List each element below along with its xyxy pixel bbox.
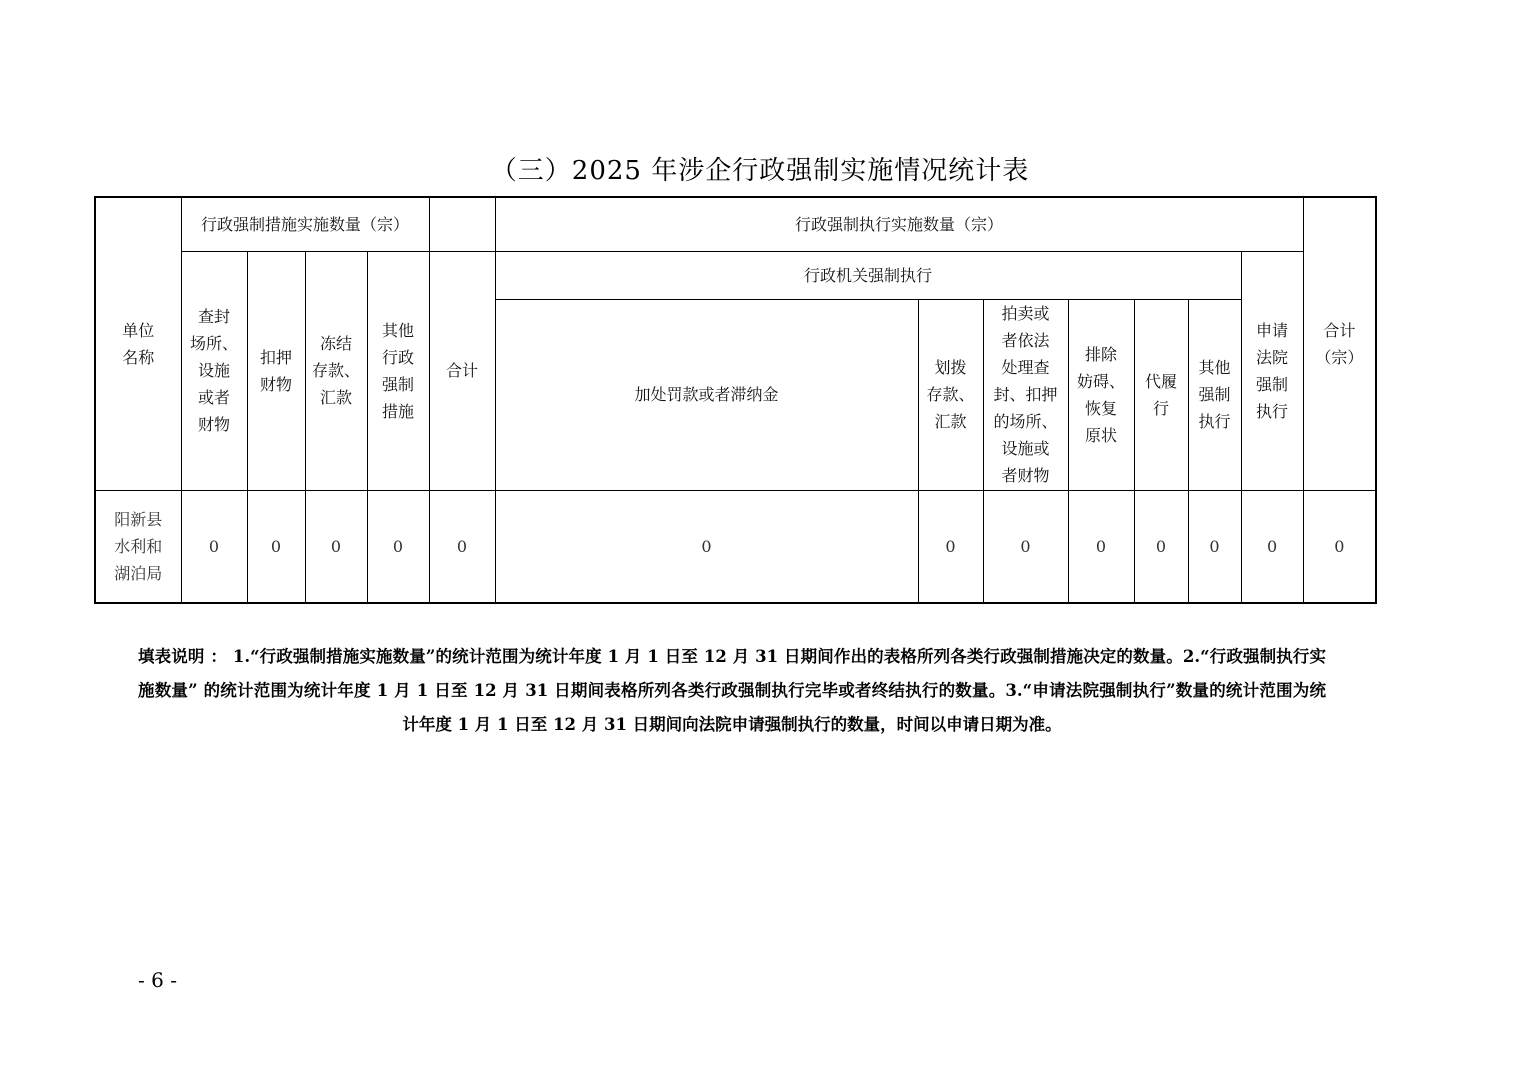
header-agency-remove: 排除 妨碍、 恢复 原状 [1068, 299, 1134, 490]
table-cell: 0 [1241, 490, 1303, 603]
table-cell: 0 [181, 490, 247, 603]
header-blank-cell [429, 197, 495, 251]
document-title: （三）2025 年涉企行政强制实施情况统计表 [490, 156, 1030, 186]
header-measures-group: 行政强制措施实施数量（宗） [181, 197, 429, 251]
header-execution-group: 行政强制执行实施数量（宗） [495, 197, 1303, 251]
header-agency-transfer: 划拨 存款、 汇款 [918, 299, 983, 490]
header-measure-seal: 查封 场所、 设施 或者 财物 [181, 251, 247, 490]
header-measures-total: 合计 [429, 251, 495, 490]
header-agency-substitute: 代履 行 [1134, 299, 1188, 490]
table-note: 填表说明 ： 1.“行政强制措施实施数量”的统计范围为统计年度 1 月 1 日至 12 月 31 日期间作出的表格所列各类行政强制措施决定的数量。2.“行政强制执行实施数量” 的统计范围为统计年度 1 月 1 日至 12 月 31 日期间表格所列各类行政强制执行完毕或者终结执行的数量。3.“申请法院强制执行”数量的统计范围为统计年度 1 月 1 日至 12 月 31 日期间向法院申请强制执行的数量，时间以申请日期为准。 [138, 647, 1326, 734]
table-cell: 0 [305, 490, 367, 603]
header-agency-group: 行政机关强制执行 [495, 251, 1241, 299]
table-cell: 0 [1303, 490, 1376, 603]
table-cell: 0 [495, 490, 918, 603]
table-cell: 0 [429, 490, 495, 603]
table-cell: 0 [983, 490, 1068, 603]
header-unit-name: 单位 名称 [95, 197, 181, 490]
statistics-table [94, 196, 1377, 604]
header-measure-freeze: 冻结 存款、 汇款 [305, 251, 367, 490]
table-cell: 0 [367, 490, 429, 603]
header-row-2 [95, 251, 1376, 299]
header-measure-other: 其他 行政 强制 措施 [367, 251, 429, 490]
table-cell: 0 [1134, 490, 1188, 603]
header-agency-auction: 拍卖或 者依法 处理查 封、扣押 的场所、 设施或 者财物 [983, 299, 1068, 490]
page-number: - 6 - [138, 968, 177, 992]
header-measure-seize: 扣押 财物 [247, 251, 305, 490]
table-cell: 0 [1188, 490, 1241, 603]
header-court-apply: 申请 法院 强制 执行 [1241, 251, 1303, 490]
table-cell: 0 [247, 490, 305, 603]
table-cell: 0 [918, 490, 983, 603]
header-agency-other: 其他 强制 执行 [1188, 299, 1241, 490]
header-execution-total: 合计 （宗） [1303, 197, 1376, 490]
header-agency-fine: 加处罚款或者滞纳金 [495, 299, 918, 490]
row-unit-name: 阳新县 水利和 湖泊局 [95, 490, 181, 603]
header-row-1 [95, 197, 1376, 251]
table-row [95, 490, 1376, 603]
table-cell: 0 [1068, 490, 1134, 603]
